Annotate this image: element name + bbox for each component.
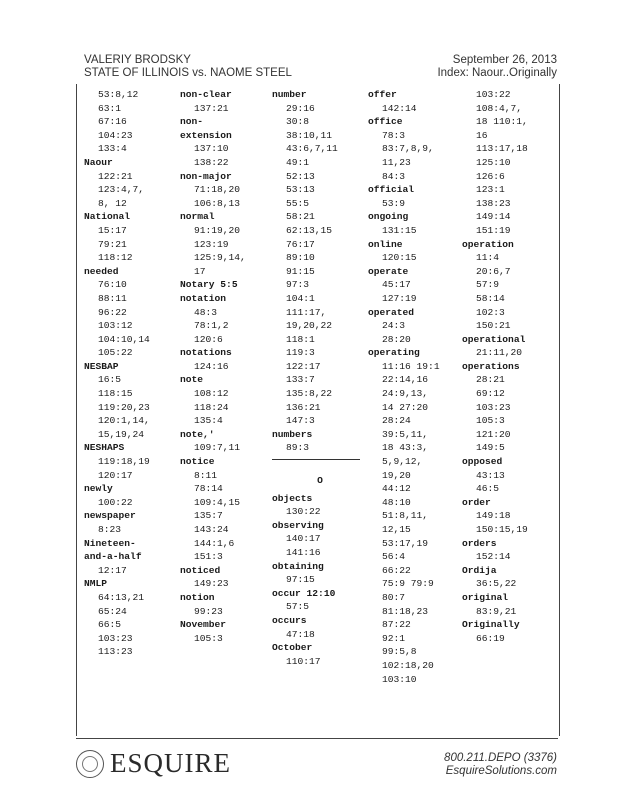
page-line-ref: 67:16 — [98, 116, 127, 128]
page-line-ref: 135:8,22 — [286, 388, 333, 400]
page-line-ref: 53:13 — [286, 184, 315, 196]
page-line-ref: 76:17 — [286, 238, 315, 250]
page-line-ref: 57:9 — [476, 279, 500, 291]
index-term: November — [180, 619, 227, 631]
page-line-ref: 24:3 — [382, 320, 406, 332]
page-line-ref: 8:11 — [194, 469, 218, 481]
index-term: newspaper — [84, 510, 136, 522]
page-line-ref: 119:18,19 — [98, 456, 150, 468]
page-line-ref: 103:23 — [476, 401, 511, 413]
index-term: operation — [462, 238, 514, 250]
page-line-ref: 65:24 — [98, 605, 127, 617]
page-line-ref: 15:17 — [98, 224, 127, 236]
page-line-ref: 149:14 — [476, 211, 511, 223]
page-line-ref: 138:23 — [476, 197, 511, 209]
page-line-ref: 66:5 — [98, 619, 122, 631]
deposition-date: September 26, 2013 — [452, 54, 557, 66]
page-line-ref: 5,9,12, — [382, 456, 423, 468]
page-line-ref: 108:4,7, — [476, 102, 523, 114]
page-line-ref: 138:22 — [194, 156, 229, 168]
page-line-ref: 64:13,21 — [98, 591, 145, 603]
index-term: occur 12:10 — [272, 587, 336, 599]
index-term: obtaining — [272, 560, 324, 572]
page-line-ref: 124:16 — [194, 360, 229, 372]
page-line-ref: 99:5,8 — [382, 646, 417, 658]
index-range: Index: Naour..Originally — [437, 67, 557, 79]
page-line-ref: 46:5 — [476, 483, 500, 495]
page-line-ref: 14 27:20 — [382, 401, 429, 413]
index-term: Originally — [462, 619, 520, 631]
page-line-ref: 105:3 — [476, 415, 505, 427]
contact-info — [444, 752, 557, 778]
page-line-ref: 113:23 — [98, 646, 133, 658]
page-line-ref: 118:15 — [98, 388, 133, 400]
index-term: objects — [272, 492, 313, 504]
index-term: note,' — [180, 428, 215, 440]
page-line-ref: 29:16 — [286, 102, 315, 114]
page-line-ref: 118:1 — [286, 333, 315, 345]
page-line-ref: 89:10 — [286, 252, 315, 264]
section-divider — [272, 459, 360, 468]
page-line-ref: 80:7 — [382, 591, 406, 603]
page-line-ref: 97:15 — [286, 574, 315, 586]
index-column-3 — [272, 88, 368, 668]
page-line-ref: 142:14 — [382, 102, 417, 114]
page-line-ref: 123:1 — [476, 184, 505, 196]
page-line-ref: 91:15 — [286, 265, 315, 277]
index-header — [437, 54, 557, 80]
page-line-ref: 39:5,11, — [382, 428, 429, 440]
esquire-seal-icon — [76, 750, 104, 778]
page-line-ref: 11:4 — [476, 252, 500, 264]
page-line-ref: 109:7,11 — [194, 442, 241, 454]
page-line-ref: 118:24 — [194, 401, 229, 413]
index-term: office — [368, 116, 403, 128]
index-term: NESBAP — [84, 360, 119, 372]
page-line-ref: 110:17 — [286, 655, 321, 667]
index-term: note — [180, 374, 204, 386]
page-line-ref: 81:18,23 — [382, 605, 429, 617]
page-line-ref: 119:3 — [286, 347, 315, 359]
page-line-ref: 103:12 — [98, 320, 133, 332]
page-line-ref: 121:20 — [476, 428, 511, 440]
page-line-ref: 45:17 — [382, 279, 411, 291]
page-line-ref: 151:19 — [476, 224, 511, 236]
page-line-ref: 131:15 — [382, 224, 417, 236]
page-line-ref: 20:6,7 — [476, 265, 511, 277]
page-line-ref: 8:23 — [98, 524, 122, 535]
index-term: official — [368, 184, 415, 196]
index-term: noticed — [180, 564, 221, 576]
page-line-ref: 137:21 — [194, 102, 229, 114]
index-column-2 — [180, 88, 276, 645]
index-term: NESHAPS — [84, 442, 125, 454]
page-line-ref: 88:11 — [98, 292, 127, 304]
index-term: order — [462, 496, 491, 508]
page-line-ref: 69:12 — [476, 388, 505, 400]
page-line-ref: 28:20 — [382, 333, 411, 345]
page-line-ref: 43:6,7,11 — [286, 143, 338, 155]
page-line-ref: 130:22 — [286, 506, 321, 518]
page-line-ref: 149:5 — [476, 442, 505, 454]
page-line-ref: 104:10,14 — [98, 333, 150, 345]
page-line-ref: 149:23 — [194, 578, 229, 590]
page-line-ref: 78:3 — [382, 129, 406, 141]
page-line-ref: 53:8,12 — [98, 89, 139, 100]
page-line-ref: 147:3 — [286, 415, 315, 427]
page-line-ref: 102:3 — [476, 306, 505, 318]
page-line-ref: 48:3 — [194, 306, 218, 318]
page-line-ref: 104:1 — [286, 292, 315, 304]
page-line-ref: 28:21 — [476, 374, 505, 386]
page-line-ref: 152:14 — [476, 551, 511, 563]
page-line-ref: 53:9 — [382, 197, 406, 209]
page-line-ref: 11:16 19:1 — [382, 360, 440, 372]
index-term: Notary 5:5 — [180, 279, 238, 291]
page-line-ref: 103:23 — [98, 632, 133, 644]
index-term: number — [272, 89, 307, 100]
index-term: extension — [180, 129, 232, 141]
page-line-ref: 66:19 — [476, 632, 505, 644]
page-line-ref: 151:3 — [194, 551, 223, 563]
index-column-1 — [84, 88, 180, 659]
index-term: National — [84, 211, 131, 223]
page-line-ref: 78:1,2 — [194, 320, 229, 332]
page-line-ref: 136:21 — [286, 401, 321, 413]
page-line-ref: 57:5 — [286, 601, 310, 613]
page-line-ref: 17 — [194, 265, 206, 277]
index-column-4 — [368, 88, 464, 686]
page-line-ref: 62:13,15 — [286, 224, 333, 236]
phone-number: 800.211.DEPO (3376) — [444, 752, 557, 764]
page-line-ref: 71:18,20 — [194, 184, 241, 196]
index-term: occurs — [272, 614, 307, 626]
page-line-ref: 24:9,13, — [382, 388, 429, 400]
page-line-ref: 97:3 — [286, 279, 310, 291]
esquire-logo — [76, 748, 231, 779]
page-line-ref: 120:1,14, — [98, 415, 150, 427]
page-line-ref: 105:22 — [98, 347, 133, 359]
page-line-ref: 143:24 — [194, 524, 229, 535]
page-line-ref: 11,23 — [382, 156, 411, 168]
page-line-ref: 135:4 — [194, 415, 223, 427]
index-term: operating — [368, 347, 420, 359]
page-line-ref: 104:23 — [98, 129, 133, 141]
page-line-ref: 76:10 — [98, 279, 127, 291]
page-line-ref: 66:22 — [382, 564, 411, 576]
page-line-ref: 91:19,20 — [194, 224, 241, 236]
page-line-ref: 100:22 — [98, 496, 133, 508]
page-line-ref: 120:6 — [194, 333, 223, 345]
page-line-ref: 135:7 — [194, 510, 223, 522]
page-line-ref: 18 43:3, — [382, 442, 429, 454]
page-line-ref: 103:22 — [476, 89, 511, 100]
index-term: non-major — [180, 170, 232, 182]
page-line-ref: 36:5,22 — [476, 578, 517, 590]
index-term: ongoing — [368, 211, 409, 223]
page-line-ref: 102:18,20 — [382, 659, 434, 671]
index-term: opposed — [462, 456, 503, 468]
page-line-ref: 15,19,24 — [98, 428, 145, 440]
page-line-ref: 96:22 — [98, 306, 127, 318]
index-term: Ordija — [462, 564, 497, 576]
page-line-ref: 108:12 — [194, 388, 229, 400]
page-line-ref: 89:3 — [286, 442, 310, 454]
page-line-ref: 125:9,14, — [194, 252, 246, 264]
page-line-ref: 53:17,19 — [382, 537, 429, 549]
website: EsquireSolutions.com — [445, 765, 557, 777]
page-line-ref: 43:13 — [476, 469, 505, 481]
page-line-ref: 63:1 — [98, 102, 122, 114]
page-line-ref: 55:5 — [286, 197, 310, 209]
page-line-ref: 120:17 — [98, 469, 133, 481]
index-term: numbers — [272, 428, 313, 440]
page-line-ref: 127:19 — [382, 292, 417, 304]
page-line-ref: 118:12 — [98, 252, 133, 264]
page-line-ref: 56:4 — [382, 551, 406, 563]
witness-name: VALERIY BRODSKY — [84, 54, 191, 66]
page-line-ref: 48:10 — [382, 496, 411, 508]
index-term: newly — [84, 483, 113, 495]
index-term: October — [272, 642, 313, 654]
page-line-ref: 19,20,22 — [286, 320, 333, 332]
page-line-ref: 87:22 — [382, 619, 411, 631]
page-line-ref: 58:14 — [476, 292, 505, 304]
page-line-ref: 113:17,18 — [476, 143, 528, 155]
page-line-ref: 83:9,21 — [476, 605, 517, 617]
index-term: non-clear — [180, 89, 232, 100]
index-term: offer — [368, 89, 397, 100]
page-line-ref: 47:18 — [286, 628, 315, 640]
index-term: and-a-half — [84, 551, 142, 563]
page-line-ref: 79:21 — [98, 238, 127, 250]
page-line-ref: 19,20 — [382, 469, 411, 481]
page-line-ref: 49:1 — [286, 156, 310, 168]
index-term: operate — [368, 265, 409, 277]
index-term: observing — [272, 519, 324, 531]
case-title: STATE OF ILLINOIS vs. NAOME STEEL — [84, 67, 292, 79]
page-line-ref: 8, 12 — [98, 197, 127, 209]
page-line-ref: 52:13 — [286, 170, 315, 182]
index-term: orders — [462, 537, 497, 549]
page-line-ref: 144:1,6 — [194, 537, 235, 549]
page-line-ref: 78:14 — [194, 483, 223, 495]
page-line-ref: 125:10 — [476, 156, 511, 168]
page-line-ref: 22:14,16 — [382, 374, 429, 386]
page-line-ref: 133:7 — [286, 374, 315, 386]
index-term: non- — [180, 116, 204, 128]
page-line-ref: 99:23 — [194, 605, 223, 617]
index-term: Nineteen- — [84, 537, 136, 549]
page-line-ref: 21:11,20 — [476, 347, 523, 359]
index-term: NMLP — [84, 578, 108, 590]
page-line-ref: 120:15 — [382, 252, 417, 264]
page-line-ref: 149:18 — [476, 510, 511, 522]
page-line-ref: 122:21 — [98, 170, 133, 182]
index-term: notations — [180, 347, 232, 359]
page-line-ref: 75:9 79:9 — [382, 578, 434, 590]
page-line-ref: 12:17 — [98, 564, 127, 576]
index-term: operated — [368, 306, 415, 318]
page-line-ref: 84:3 — [382, 170, 406, 182]
index-term: notion — [180, 591, 215, 603]
page-line-ref: 137:10 — [194, 143, 229, 155]
case-header — [84, 54, 292, 80]
page-line-ref: 150:15,19 — [476, 524, 528, 535]
page-line-ref: 150:21 — [476, 320, 511, 332]
page-line-ref: 83:7,8,9, — [382, 143, 434, 155]
index-term: Naour — [84, 156, 113, 168]
page-line-ref: 16 — [476, 129, 488, 141]
page-line-ref: 109:4,15 — [194, 496, 241, 508]
index-term: original — [462, 591, 509, 603]
index-term: needed — [84, 265, 119, 277]
page-line-ref: 92:1 — [382, 632, 406, 644]
section-letter: O — [317, 475, 323, 487]
index-term: operational — [462, 333, 526, 345]
page-line-ref: 122:17 — [286, 360, 321, 372]
page-line-ref: 51:8,11, — [382, 510, 429, 522]
page-line-ref: 105:3 — [194, 632, 223, 644]
page-line-ref: 28:24 — [382, 415, 411, 427]
index-term: notation — [180, 292, 227, 304]
page-line-ref: 141:16 — [286, 547, 321, 558]
index-term: operations — [462, 360, 520, 372]
page-line-ref: 44:12 — [382, 483, 411, 495]
page-line-ref: 126:6 — [476, 170, 505, 182]
page-line-ref: 38:10,11 — [286, 129, 333, 141]
page-line-ref: 16:5 — [98, 374, 122, 386]
logo-text: ESQUIRE — [110, 748, 231, 778]
page-line-ref: 133:4 — [98, 143, 127, 155]
page-line-ref: 119:20,23 — [98, 401, 150, 413]
page-line-ref: 123:4,7, — [98, 184, 145, 196]
page-line-ref: 106:8,13 — [194, 197, 241, 209]
page-line-ref: 140:17 — [286, 533, 321, 545]
page-line-ref: 103:10 — [382, 673, 417, 685]
index-column-5 — [462, 88, 558, 645]
index-term: online — [368, 238, 403, 250]
page-line-ref: 30:8 — [286, 116, 310, 128]
index-term: normal — [180, 211, 215, 223]
page-line-ref: 123:19 — [194, 238, 229, 250]
page-line-ref: 12,15 — [382, 524, 411, 535]
index-term: notice — [180, 456, 215, 468]
page-line-ref: 18 110:1, — [476, 116, 528, 128]
footer-divider — [76, 738, 558, 739]
page-line-ref: 111:17, — [286, 306, 327, 318]
page-line-ref: 58:21 — [286, 211, 315, 223]
